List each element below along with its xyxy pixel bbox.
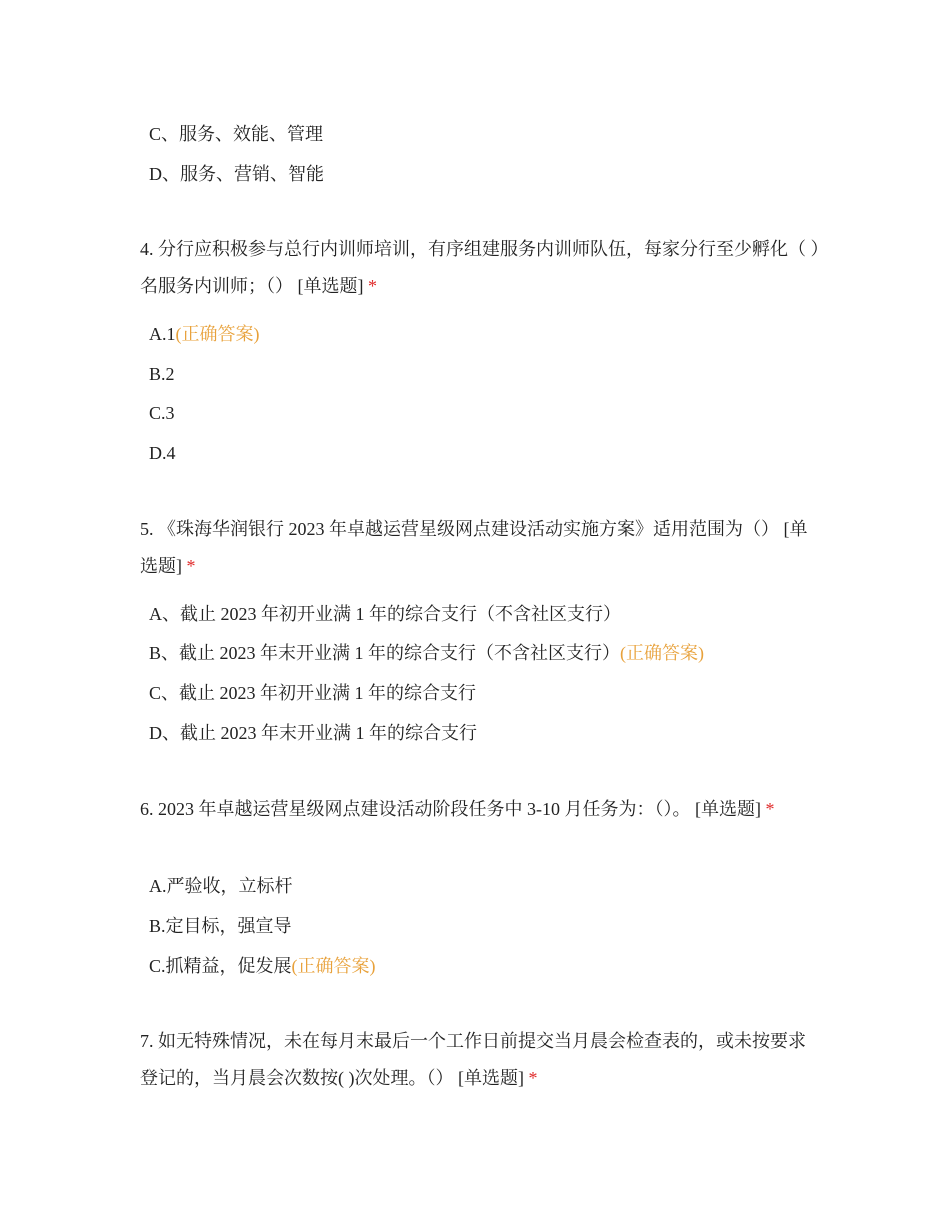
correct-answer-tag: (正确答案) [291,956,376,976]
correct-answer-tag: (正确答案) [620,643,705,663]
option-prev-c[interactable] [149,122,323,146]
option-label: D.4 [149,443,176,463]
option-prev-d[interactable] [149,162,324,186]
correct-answer-tag: (正确答案) [175,324,260,344]
question-7-title [140,1023,820,1097]
option-q6-c[interactable] [149,954,376,978]
option-label: C.抓精益，促发展 [149,956,292,976]
option-label: A.1 [149,324,176,344]
option-q5-d[interactable] [149,721,477,745]
question-prompt: 4. 分行应积极参与总行内训师培训，有序组建服务内训师队伍，每家分行至少孵化（ ）名服务内训师；（） [140,239,820,296]
question-5-title [140,511,820,585]
question-type-tag: [单选题] [297,276,364,296]
option-label: A.严验收，立标杆 [149,876,293,896]
required-mark: * [368,276,377,296]
question-type-tag: [单选题] [695,799,761,819]
option-label: B、截止 2023 年末开业满 1 年的综合支行（不含社区支行） [149,643,621,663]
option-q6-a[interactable] [149,874,293,898]
option-q5-c[interactable] [149,681,476,705]
option-label: C.3 [149,403,175,423]
option-q5-a[interactable] [149,602,621,626]
question-4-title [140,231,820,305]
required-mark: * [765,799,775,819]
option-label: C、服务、效能、管理 [149,124,324,144]
option-q4-b[interactable] [149,362,175,386]
question-prompt: 6. 2023 年卓越运营星级网点建设活动阶段任务中 3-10 月任务为：（）。 [140,799,691,819]
question-6-title [140,791,820,828]
option-label: B.2 [149,364,175,384]
option-label: B.定目标，强宣导 [149,916,292,936]
required-mark: * [528,1068,538,1088]
option-q4-d[interactable] [149,441,176,465]
question-type-tag: [单选题] [140,519,808,576]
option-q4-a[interactable] [149,322,260,346]
option-label: A、截止 2023 年初开业满 1 年的综合支行（不含社区支行） [149,604,621,624]
question-prompt: 5. 《珠海华润银行 2023 年卓越运营星级网点建设活动实施方案》适用范围为（） [140,519,779,539]
option-label: C、截止 2023 年初开业满 1 年的综合支行 [149,683,477,703]
required-mark: * [186,556,196,576]
question-prompt: 7. 如无特殊情况，未在每月末最后一个工作日前提交当月晨会检查表的，或未按要求登记的，当月晨会次数按( )次处理。（） [140,1031,806,1088]
question-type-tag: [单选题] [458,1068,524,1088]
option-label: D、截止 2023 年末开业满 1 年的综合支行 [149,723,477,743]
option-q5-b[interactable] [149,641,704,665]
option-q6-b[interactable] [149,914,292,938]
option-label: D、服务、营销、智能 [149,164,324,184]
option-q4-c[interactable] [149,401,175,425]
